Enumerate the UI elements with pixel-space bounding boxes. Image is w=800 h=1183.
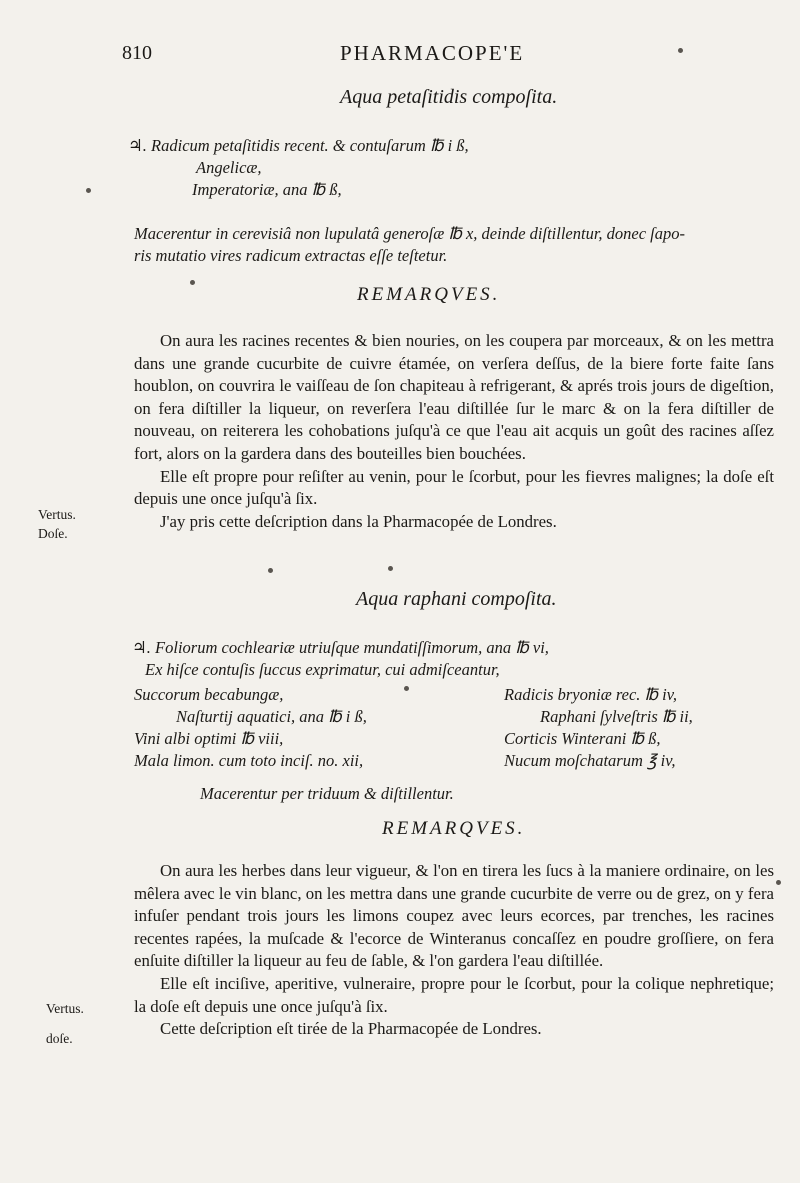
ink-dot (776, 880, 781, 885)
section1-remarks-heading: REMARQVES. (357, 284, 501, 305)
section1-margin-dose: Doſe. (38, 526, 68, 541)
section1-recipe-line-2: Angelicæ, (196, 158, 262, 177)
ingredient-right-1: Radicis bryoniæ rec. ℔ iv, (504, 685, 677, 704)
section1-title: Aqua petaſitidis compoſita. (340, 86, 558, 108)
ink-dot (404, 686, 409, 691)
ingredient-left-1: Succorum becabungæ, (134, 685, 284, 704)
section1-remarks (134, 330, 774, 533)
section2-remarks-paragraph-3: Cette deſcription eſt tirée de la Pharmacopée de Londres. (160, 1019, 542, 1039)
section1-instruction-line-1: Macerentur in cerevisiâ non lupulatâ generoſæ ℔ x, deinde diſtillentur, donec ſapo- (134, 224, 686, 243)
ink-dot (388, 566, 393, 571)
section2-remarks (134, 860, 774, 1041)
ink-dot (86, 188, 91, 193)
ingredient-left-4: Mala limon. cum toto inciſ. no. xii, (134, 751, 364, 770)
section2-remarks-paragraph-2: Elle eſt inciſive, aperitive, vulneraire, propre pour le ſcorbut, pour la colique nephretique; la doſe eſt depuis une once juſqu'à ſix. (134, 973, 774, 1016)
ink-dot (268, 568, 273, 573)
section1-margin-vertus: Vertus. (38, 507, 76, 522)
ingredient-left-3: Vini albi optimi ℔ viii, (134, 729, 284, 748)
section2-margin-vertus: Vertus. (46, 1001, 84, 1016)
running-title: PHARMACOPE'E (340, 41, 525, 65)
section2-instruction: Macerentur per triduum & diſtillentur. (200, 784, 454, 803)
section1-instruction-line-2: ris mutatio vires radicum extractas eſſe teſtetur. (134, 246, 448, 265)
section2-recipe-line-1: ♃. Foliorum cochleariæ utriuſque mundatiſſimorum, ana ℔ vi, (132, 638, 549, 657)
section2-remarks-paragraph-1: On aura les herbes dans leur vigueur, & l'on en tirera les ſucs à la maniere ordinaire, on les mêlera avec le vin blanc, on les mettra dans une grande cucurbite de verre ou de grez, on y fera infuſer pendant trois jours les limons coupez avec leurs ecorces, par trenches, les racines recentes rapées, la muſcade & l'ecorce de Winteranus concaſſez en poudre groſſiere, on fera enſuite diſtiller la liqueur au feu de ſable, & l'on gardera l'eau diſtillée. (134, 861, 774, 971)
ingredient-right-3: Corticis Winterani ℔ ß, (504, 729, 661, 748)
ink-dot (678, 48, 683, 53)
ingredient-right-4: Nucum moſchatarum ℥ iv, (504, 751, 676, 770)
page-number: 810 (122, 42, 152, 64)
section2-remarks-heading: REMARQVES. (382, 818, 526, 839)
ingredient-right-2: Raphani ſylveſtris ℔ ii, (540, 707, 693, 726)
section1-recipe-line-3: Imperatoriæ, ana ℔ ß, (192, 180, 342, 199)
section2-margin-dose: doſe. (46, 1031, 73, 1046)
section1-remarks-paragraph-1: On aura les racines recentes & bien nouries, on les coupera par morceaux, & on les mettra dans une grande cucurbite de cuivre étamée, on verſera deſſus, de la biere forte faite ſans houblon, on couvrira le vaiſſeau de ſon chapiteau à refrigerant, & aprés trois jours de digeſtion, on fera diſtiller la liqueur, on reverſera l'eau diſtillée ſur le marc & on la fera diſtiller de nouveau, on reiterera les cohobations juſqu'à ce que l'eau ait acquis un goût des racines aſſez fort, alors on la gardera dans des bouteilles bien bouchées. (134, 331, 774, 463)
ink-dot (190, 280, 195, 285)
section1-recipe-line-1: ♃. Radicum petaſitidis recent. & contuſarum ℔ i ß, (128, 136, 469, 155)
section1-remarks-paragraph-2: Elle eſt propre pour reſiſter au venin, pour le ſcorbut, pour les fievres malignes; la doſe eſt depuis une once juſqu'à ſix. (134, 466, 774, 509)
section2-title: Aqua raphani compoſita. (356, 588, 557, 610)
section1-remarks-paragraph-3: J'ay pris cette deſcription dans la Pharmacopée de Londres. (160, 511, 557, 531)
section2-recipe-line-2: Ex hiſce contuſis ſuccus exprimatur, cui admiſceantur, (145, 660, 500, 679)
ingredient-left-2: Naſturtij aquatici, ana ℔ i ß, (176, 707, 367, 726)
